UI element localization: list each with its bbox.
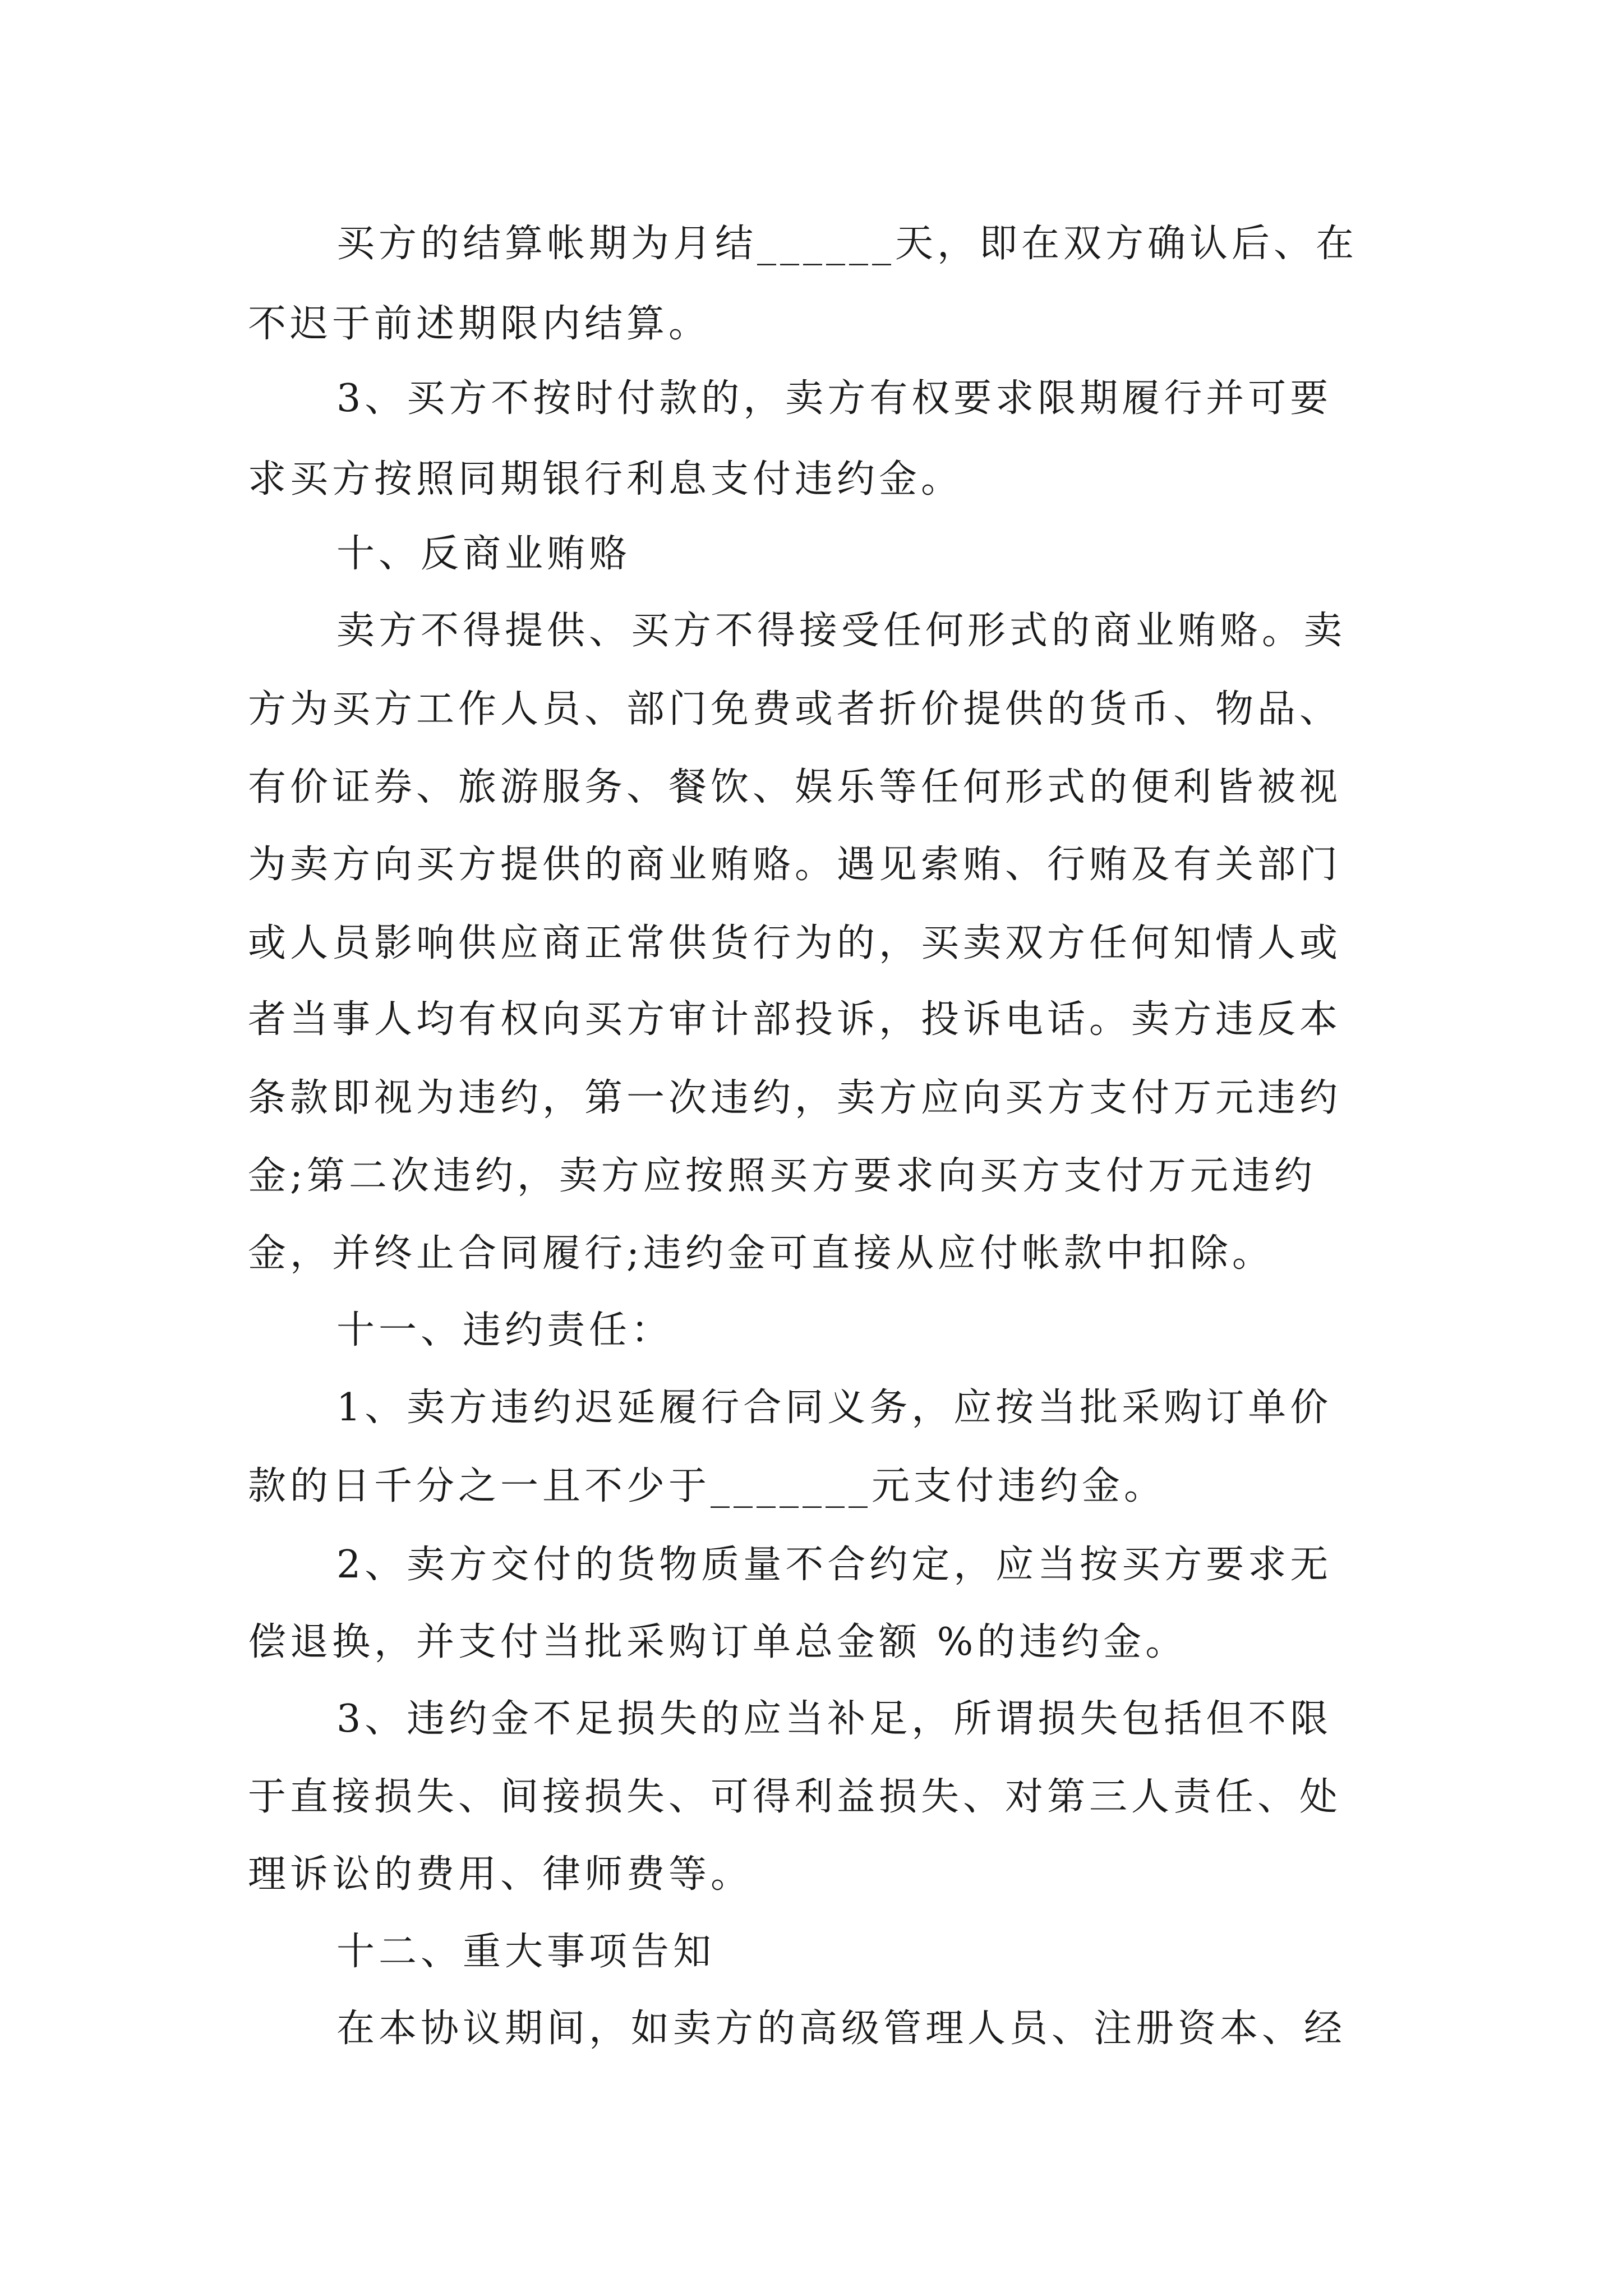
paragraph-line: 款的日千分之一且不少于_______元支付违约金。	[248, 1464, 1166, 1508]
paragraph-line: 1、卖方违约迟延履行合同义务，应按当批采购订单价	[336, 1386, 1332, 1430]
paragraph-line: 不迟于前述期限内结算。	[248, 302, 711, 346]
section-heading: 十一、违约责任：	[336, 1308, 674, 1352]
section-heading: 十、反商业贿赂	[336, 532, 631, 576]
paragraph-line: 2、卖方交付的货物质量不合约定，应当按买方要求无	[336, 1543, 1332, 1587]
paragraph-line: 3、违约金不足损失的应当补足，所谓损失包括但不限	[336, 1697, 1332, 1741]
paragraph-line: 在本协议期间，如卖方的高级管理人员、注册资本、经	[336, 2007, 1347, 2051]
paragraph-line: 金;第二次违约，卖方应按照买方要求向买方支付万元违约	[248, 1154, 1316, 1198]
paragraph-line: 为卖方向买方提供的商业贿赂。遇见索贿、行贿及有关部门	[248, 843, 1342, 887]
paragraph-line: 理诉讼的费用、律师费等。	[248, 1852, 753, 1897]
paragraph-line: 3、买方不按时付款的，卖方有权要求限期履行并可要	[336, 376, 1332, 421]
paragraph-line: 或人员影响供应商正常供货行为的，买卖双方任何知情人或	[248, 921, 1342, 965]
paragraph-line: 偿退换，并支付当批采购订单总金额 %的违约金。	[248, 1620, 1188, 1664]
paragraph-line: 者当事人均有权向买方审计部投诉，投诉电话。卖方违反本	[248, 997, 1342, 1042]
section-heading: 十二、重大事项告知	[336, 1930, 716, 1974]
paragraph-line: 条款即视为违约，第一次违约，卖方应向买方支付万元违约	[248, 1076, 1342, 1120]
paragraph-line: 有价证券、旅游服务、餐饮、娱乐等任何形式的便利皆被视	[248, 765, 1342, 809]
paragraph-line: 金，并终止合同履行;违约金可直接从应付帐款中扣除。	[248, 1231, 1274, 1276]
paragraph-line: 求买方按照同期银行利息支付违约金。	[248, 457, 963, 501]
paragraph-line: 方为买方工作人员、部门免费或者折价提供的货币、物品、	[248, 687, 1342, 731]
paragraph-line: 卖方不得提供、买方不得接受任何形式的商业贿赂。卖	[336, 609, 1347, 653]
paragraph-line: 于直接损失、间接损失、可得利益损失、对第三人责任、处	[248, 1775, 1342, 1819]
paragraph-line: 买方的结算帐期为月结______天，即在双方确认后、在	[336, 222, 1358, 266]
